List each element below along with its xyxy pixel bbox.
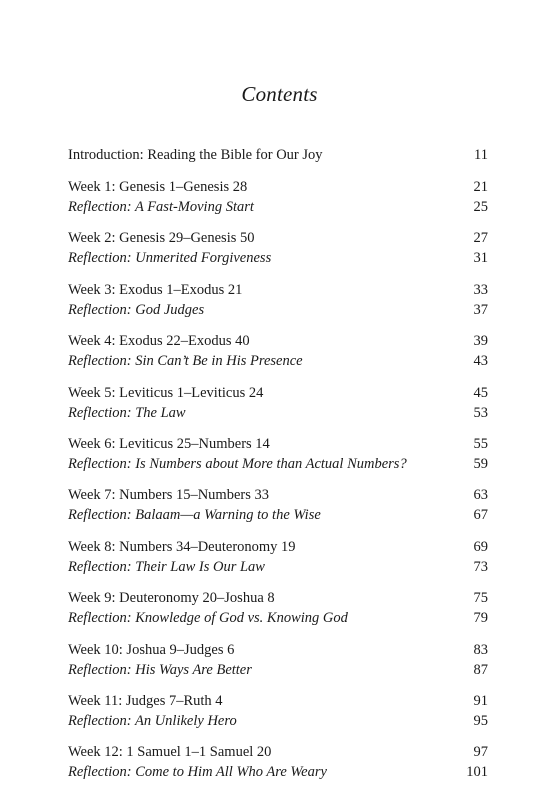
toc-entry-intro (68, 146, 488, 164)
toc-entry-label: Week 12: 1 Samuel 1–1 Samuel 20 (68, 744, 272, 760)
toc-entry-week (68, 332, 488, 350)
toc-entry-reflection (68, 763, 488, 781)
toc-entry-reflection (68, 301, 488, 319)
toc-entry-page: 27 (473, 230, 488, 246)
toc-entry-reflection (68, 198, 488, 216)
toc-entry-label: Week 2: Genesis 29–Genesis 50 (68, 230, 255, 246)
toc-entry-week (68, 384, 488, 402)
toc-reflection-label: Reflection: Their Law Is Our Law (68, 559, 265, 575)
toc-reflection-label: Reflection: Balaam—a Warning to the Wise (68, 507, 321, 523)
toc-entry-week (68, 229, 488, 247)
toc-reflection-label: Reflection: An Unlikely Hero (68, 713, 237, 729)
toc-reflection-label: Reflection: The Law (68, 405, 186, 421)
toc-entry-label: Week 11: Judges 7–Ruth 4 (68, 693, 223, 709)
toc-entry-page: 39 (473, 333, 488, 349)
toc-reflection-label: Reflection: God Judges (68, 302, 205, 318)
toc-entry-label: Week 9: Deuteronomy 20–Joshua 8 (68, 590, 275, 606)
toc-reflection-label: Reflection: Come to Him All Who Are Weary (68, 764, 327, 780)
toc-reflection-page: 31 (473, 250, 488, 266)
toc-entry-reflection (68, 249, 488, 267)
toc-entry-page: 33 (473, 282, 488, 298)
toc-entry-label: Introduction: Reading the Bible for Our Joy (68, 147, 323, 163)
toc-reflection-label: Reflection: Sin Can’t Be in His Presence (68, 353, 303, 369)
toc-entry-week (68, 641, 488, 659)
toc-entry-reflection (68, 558, 488, 576)
toc-entry-week (68, 692, 488, 710)
toc-entry-label: Week 8: Numbers 34–Deuteronomy 19 (68, 539, 296, 555)
toc-entry-page: 75 (473, 590, 488, 606)
toc-reflection-page: 59 (473, 456, 488, 472)
toc-reflection-page: 95 (473, 713, 488, 729)
toc-reflection-page: 25 (473, 199, 488, 215)
toc-entry-week (68, 743, 488, 761)
toc-entry-reflection (68, 609, 488, 627)
toc-reflection-page: 37 (473, 302, 488, 318)
toc-entry-label: Week 3: Exodus 1–Exodus 21 (68, 282, 243, 298)
toc-entry-label: Week 4: Exodus 22–Exodus 40 (68, 333, 250, 349)
toc-reflection-label: Reflection: A Fast-Moving Start (68, 199, 254, 215)
toc-entry-week (68, 435, 488, 453)
toc-entry-reflection (68, 404, 488, 422)
toc-entry-reflection (68, 506, 488, 524)
toc-reflection-page: 101 (466, 764, 488, 780)
toc-entry-reflection (68, 455, 488, 473)
toc-entry-label: Week 1: Genesis 1–Genesis 28 (68, 179, 248, 195)
toc-entry-page: 83 (473, 642, 488, 658)
toc-reflection-label: Reflection: Knowledge of God vs. Knowing God (68, 610, 348, 626)
toc-entry-label: Week 5: Leviticus 1–Leviticus 24 (68, 385, 264, 401)
toc-entry-page: 55 (473, 436, 488, 452)
toc-entry-page: 91 (473, 693, 488, 709)
toc-entry-week (68, 178, 488, 196)
toc-reflection-label: Reflection: Unmerited Forgiveness (68, 250, 272, 266)
toc-entry-reflection (68, 712, 488, 730)
toc-entry-reflection (68, 661, 488, 679)
toc-entry-page: 63 (473, 487, 488, 503)
toc-reflection-label: Reflection: His Ways Are Better (68, 662, 252, 678)
toc-entry-page: 69 (473, 539, 488, 555)
toc-entry-page: 11 (474, 147, 488, 163)
toc-entry-label: Week 6: Leviticus 25–Numbers 14 (68, 436, 270, 452)
toc-reflection-page: 79 (473, 610, 488, 626)
toc-reflection-page: 67 (473, 507, 488, 523)
toc-entry-week (68, 281, 488, 299)
toc-entry-week (68, 589, 488, 607)
toc-entry-page: 21 (473, 179, 488, 195)
toc-entry-label: Week 7: Numbers 15–Numbers 33 (68, 487, 269, 503)
page-title: Contents (241, 82, 318, 106)
toc-entry-reflection (68, 352, 488, 370)
toc-entry-page: 97 (473, 744, 488, 760)
toc-entry-week (68, 486, 488, 504)
toc-reflection-page: 43 (473, 353, 488, 369)
toc-entry-week (68, 538, 488, 556)
toc-reflection-page: 53 (473, 405, 488, 421)
toc-entry-label: Week 10: Joshua 9–Judges 6 (68, 642, 235, 658)
toc-reflection-page: 87 (473, 662, 488, 678)
toc-reflection-page: 73 (473, 559, 488, 575)
toc-reflection-label: Reflection: Is Numbers about More than Actual Numbers? (68, 456, 407, 472)
toc-entry-page: 45 (473, 385, 488, 401)
